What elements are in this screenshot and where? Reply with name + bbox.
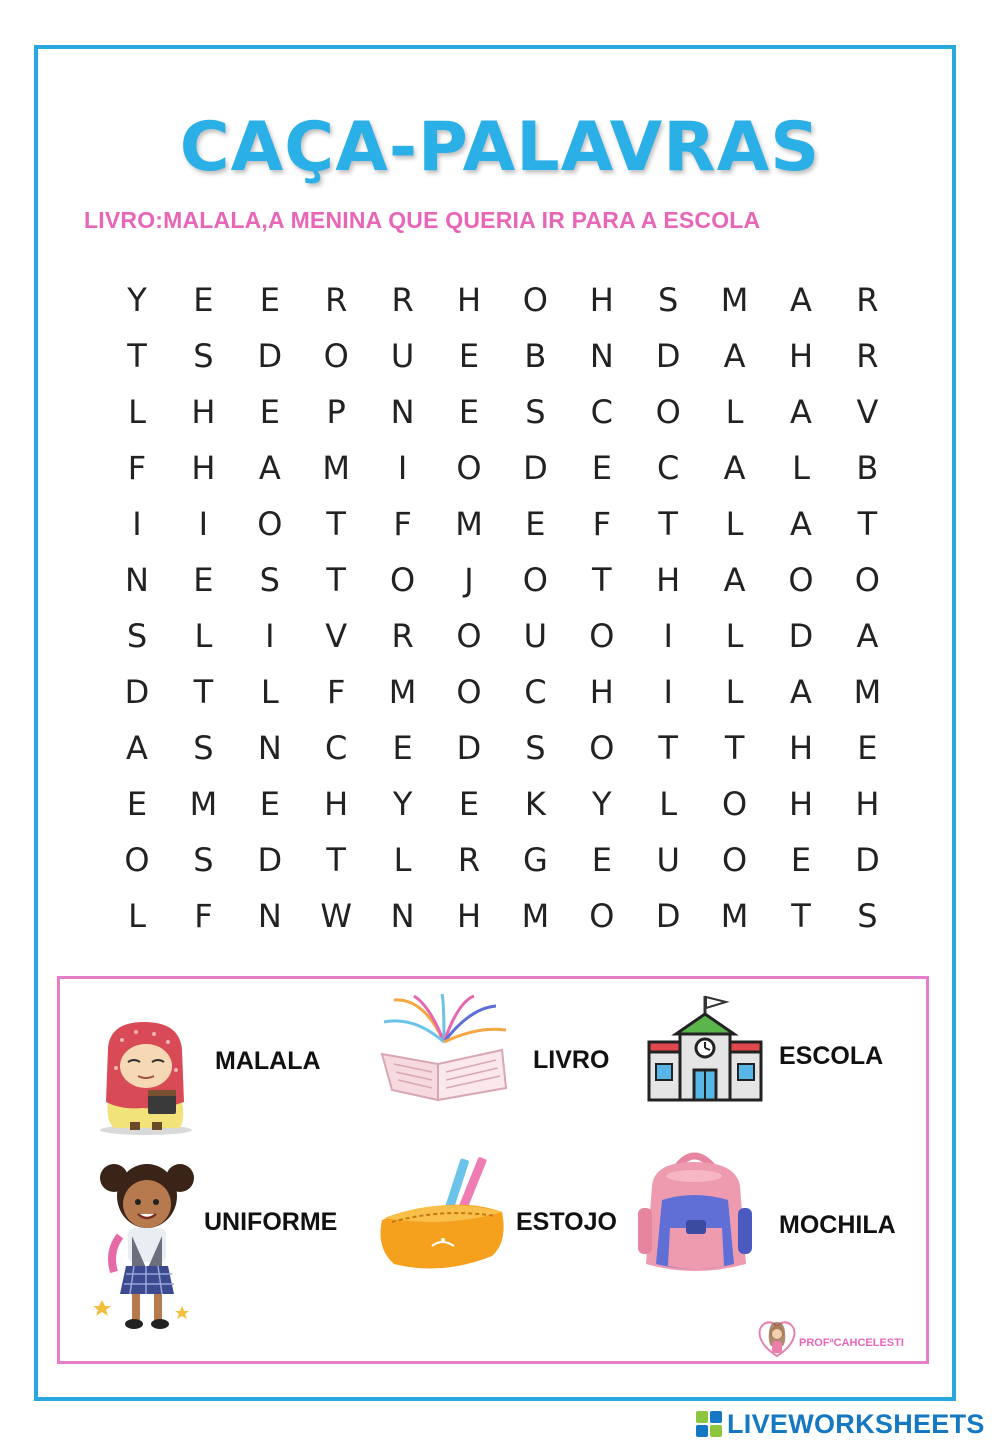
grid-letter[interactable]: B [856, 449, 879, 487]
grid-letter[interactable]: D [257, 337, 283, 375]
grid-letter[interactable]: S [259, 561, 280, 599]
grid-letter[interactable]: L [659, 785, 678, 823]
grid-letter[interactable]: A [258, 449, 281, 487]
word-livro: LIVRO [533, 1046, 610, 1074]
grid-letter[interactable]: J [464, 561, 474, 599]
grid-letter[interactable]: H [191, 393, 216, 431]
grid-letter[interactable]: M [720, 897, 749, 935]
grid-letter[interactable]: M [455, 505, 483, 543]
grid-letter[interactable]: A [856, 617, 879, 655]
grid-letter[interactable]: T [326, 841, 346, 879]
grid-letter[interactable]: L [792, 449, 810, 487]
grid-letter[interactable]: V [856, 393, 879, 431]
grid-letter[interactable]: O [456, 673, 482, 711]
grid-letter[interactable]: M [388, 673, 417, 711]
grid-letter[interactable]: E [458, 337, 480, 375]
school-illustration [646, 994, 764, 1104]
open-book-illustration [374, 992, 512, 1104]
grid-letter[interactable]: C [325, 729, 348, 767]
malala-illustration [92, 1018, 200, 1136]
liveworksheets-logo-icon [696, 1411, 722, 1437]
grid-letter[interactable]: M [853, 673, 882, 711]
grid-letter[interactable]: W [320, 897, 352, 935]
letter-grid[interactable] [104, 272, 900, 944]
uniform-girl-illustration [94, 1152, 200, 1334]
grid-letter[interactable]: M [521, 897, 550, 935]
page-subtitle: LIVRO:MALALA,A MENINA QUE QUERIA IR PARA A ESCOLA [84, 207, 761, 233]
grid-letter[interactable]: Y [392, 785, 413, 823]
grid-letter[interactable]: T [857, 505, 878, 543]
liveworksheets-logo-text: LIVEWORKSHEETS [727, 1408, 985, 1439]
page-title: CAÇA-PALAVRAS [179, 108, 821, 187]
grid-letter[interactable]: R [325, 281, 348, 319]
word-uniforme: UNIFORME [204, 1208, 338, 1236]
grid-letter[interactable]: D [855, 841, 880, 879]
grid-letter[interactable]: O [456, 617, 482, 655]
author-credit: PROFªCAHCELESTI [799, 1337, 904, 1349]
grid-letter[interactable]: L [725, 673, 744, 711]
grid-letter[interactable]: H [855, 785, 880, 823]
grid-letter[interactable]: M [322, 449, 350, 487]
grid-letter[interactable]: F [326, 673, 346, 711]
grid-letter[interactable]: R [457, 841, 481, 879]
grid-letter[interactable]: O [323, 337, 349, 375]
grid-letter[interactable]: E [259, 393, 280, 431]
grid-letter[interactable]: E [126, 785, 148, 823]
grid-letter[interactable]: T [724, 729, 745, 767]
grid-letter[interactable]: I [132, 505, 142, 543]
teacher-avatar-icon [756, 1316, 798, 1360]
grid-letter[interactable]: O [522, 561, 548, 599]
grid-letter[interactable]: D [124, 673, 150, 711]
grid-letter[interactable]: T [193, 673, 214, 711]
grid-letter[interactable]: T [658, 505, 678, 543]
grid-letter[interactable]: T [127, 337, 147, 375]
grid-letter[interactable]: H [589, 673, 614, 711]
grid-letter[interactable]: S [525, 393, 546, 431]
grid-letter[interactable]: E [857, 729, 878, 767]
grid-letter[interactable]: S [193, 729, 214, 767]
grid-letter[interactable]: R [856, 337, 879, 375]
grid-letter[interactable]: R [391, 281, 414, 319]
grid-letter[interactable]: E [259, 281, 280, 319]
grid-letter[interactable]: L [725, 505, 744, 543]
grid-letter[interactable]: E [392, 729, 413, 767]
grid-letter[interactable]: I [663, 617, 673, 655]
grid-letter[interactable]: C [657, 449, 680, 487]
grid-letter[interactable]: A [723, 449, 746, 487]
grid-letter[interactable]: T [326, 505, 346, 543]
grid-letter[interactable]: E [591, 841, 612, 879]
grid-letter[interactable]: A [126, 729, 148, 767]
grid-letter[interactable]: T [658, 729, 678, 767]
grid-letter[interactable]: E [790, 841, 812, 879]
grid-letter[interactable]: T [791, 897, 811, 935]
grid-letter[interactable]: N [257, 729, 282, 767]
grid-letter[interactable]: E [193, 281, 214, 319]
grid-letter[interactable]: E [193, 561, 214, 599]
grid-letter[interactable]: Y [592, 785, 612, 823]
grid-letter[interactable]: L [725, 617, 744, 655]
grid-letter[interactable]: Y [127, 281, 147, 319]
liveworksheets-logo[interactable] [696, 1408, 985, 1440]
grid-letter[interactable]: H [656, 561, 681, 599]
grid-letter[interactable]: O [124, 841, 150, 879]
grid-letter[interactable]: D [655, 897, 681, 935]
grid-letter[interactable]: S [525, 729, 546, 767]
grid-letter[interactable]: I [663, 673, 673, 711]
grid-letter[interactable]: N [390, 393, 415, 431]
grid-letter[interactable]: H [324, 785, 349, 823]
word-malala: MALALA [215, 1047, 321, 1075]
grid-letter[interactable]: N [390, 897, 415, 935]
grid-letter[interactable]: L [194, 617, 213, 655]
grid-letter[interactable]: M [189, 785, 218, 823]
grid-letter[interactable]: L [128, 897, 146, 935]
grid-letter[interactable]: O [589, 729, 615, 767]
grid-letter[interactable]: T [592, 561, 612, 599]
grid-letter[interactable]: L [725, 393, 744, 431]
grid-letter[interactable]: E [525, 505, 546, 543]
grid-letter[interactable]: S [658, 281, 679, 319]
grid-letter[interactable]: E [458, 393, 480, 431]
backpack-illustration [630, 1146, 760, 1280]
grid-letter[interactable]: L [128, 393, 146, 431]
grid-letter[interactable]: A [790, 393, 812, 431]
grid-letter[interactable]: I [397, 449, 408, 487]
grid-letter[interactable]: O [854, 561, 880, 599]
grid-letter[interactable]: O [257, 505, 283, 543]
grid-letter[interactable]: P [326, 393, 346, 431]
grid-letter[interactable]: U [656, 841, 680, 879]
grid-letter[interactable]: O [722, 841, 748, 879]
grid-letter[interactable]: R [856, 281, 879, 319]
grid-letter[interactable]: R [391, 617, 414, 655]
grid-letter[interactable]: I [265, 617, 275, 655]
grid-letter[interactable]: G [522, 841, 548, 879]
grid-letter[interactable]: H [456, 281, 482, 319]
grid-letter[interactable]: O [722, 785, 748, 823]
grid-letter[interactable]: M [720, 281, 749, 319]
grid-letter[interactable]: C [524, 673, 547, 711]
grid-letter[interactable]: D [788, 617, 814, 655]
grid-letter[interactable]: O [390, 561, 416, 599]
grid-letter[interactable]: H [788, 729, 814, 767]
grid-letter[interactable]: K [524, 785, 546, 823]
grid-letter[interactable]: H [788, 337, 814, 375]
grid-letter[interactable]: H [589, 281, 614, 319]
grid-letter[interactable]: O [522, 281, 548, 319]
grid-letter[interactable]: H [456, 897, 482, 935]
pencil-case-illustration [372, 1152, 512, 1274]
grid-letter[interactable]: U [523, 617, 548, 655]
grid-letter[interactable]: F [592, 505, 611, 543]
grid-letter[interactable]: O [589, 897, 615, 935]
grid-letter[interactable]: A [790, 673, 812, 711]
grid-letter[interactable]: H [788, 785, 814, 823]
grid-letter[interactable]: S [193, 337, 214, 375]
grid-letter[interactable]: I [198, 505, 209, 543]
grid-letter[interactable]: O [589, 617, 615, 655]
grid-letter[interactable]: E [259, 785, 280, 823]
grid-letter[interactable]: C [590, 393, 613, 431]
grid-letter[interactable]: O [788, 561, 814, 599]
grid-letter[interactable]: S [126, 617, 148, 655]
grid-letter[interactable]: F [393, 505, 412, 543]
grid-letter[interactable]: S [193, 841, 214, 879]
grid-letter[interactable]: H [191, 449, 216, 487]
grid-letter[interactable]: N [125, 561, 149, 599]
grid-letter[interactable]: D [456, 729, 482, 767]
grid-letter[interactable]: L [393, 841, 412, 879]
word-mochila: MOCHILA [779, 1211, 896, 1239]
grid-letter[interactable]: O [456, 449, 482, 487]
grid-letter[interactable]: D [655, 337, 681, 375]
grid-letter[interactable]: D [257, 841, 283, 879]
grid-letter[interactable]: T [326, 561, 346, 599]
grid-letter[interactable]: A [723, 337, 746, 375]
grid-letter[interactable]: F [194, 897, 213, 935]
grid-letter[interactable]: F [127, 449, 147, 487]
grid-letter[interactable]: O [655, 393, 681, 431]
grid-letter[interactable]: L [260, 673, 279, 711]
grid-letter[interactable]: S [857, 897, 878, 935]
grid-letter[interactable]: E [591, 449, 612, 487]
grid-letter[interactable]: E [458, 785, 480, 823]
word-escola: ESCOLA [779, 1042, 884, 1070]
grid-letter[interactable]: A [723, 561, 746, 599]
grid-letter[interactable]: N [257, 897, 282, 935]
grid-letter[interactable]: N [589, 337, 614, 375]
grid-letter[interactable]: U [390, 337, 415, 375]
grid-letter[interactable]: A [790, 281, 812, 319]
grid-letter[interactable]: A [790, 505, 812, 543]
word-estojo: ESTOJO [516, 1208, 617, 1236]
grid-letter[interactable]: V [325, 617, 348, 655]
grid-letter[interactable]: D [523, 449, 548, 487]
grid-letter[interactable]: B [524, 337, 547, 375]
